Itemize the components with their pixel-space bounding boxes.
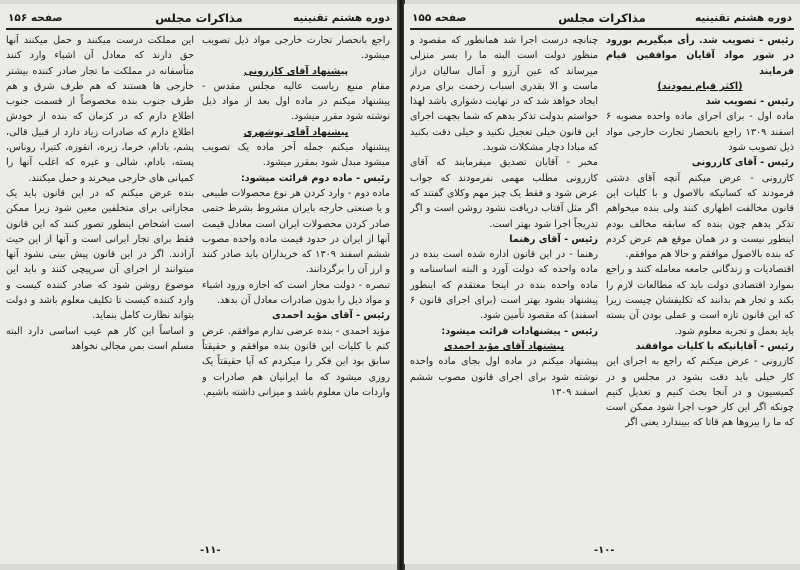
page-number: صفحه ۱۵۶ xyxy=(8,12,63,24)
section-heading: (اکثر قیام نمودند) xyxy=(657,80,743,92)
page-header xyxy=(410,10,794,30)
paragraph: ماده دوم - وارد کردن هر نوع محصولات طبیعی و یا صنعتی خارجه بایران مشروط بشرط حتمی صادر کردن محصولات ایران است معادل قیمت آنها از ایران در حدود قیمت ماده واحده مصوب ششم اسفند ۱۳۰۹ که خریداران باید صادر کنند و ارز آن را برگردانند. xyxy=(202,187,390,276)
paragraph: مؤید احمدی - بنده عرضی ندارم موافقم. عرض کنم با کلیات این قانون بنده موافقم و حقیقتاً سابق بود این فکر را میکردم که آیا حقیقتاً یک روزی میشود که ما ایرانیان هم صادرات و واردات مان معلوم باشد و میزانی داشته باشیم. xyxy=(202,325,390,398)
header-title: مذاکرات مجلس xyxy=(155,11,243,25)
section-heading: پیشنهاد آقای کازرونی xyxy=(243,65,349,77)
page-footer-number: -۱۰- xyxy=(594,545,615,556)
page-number: صفحه ۱۵۵ xyxy=(412,12,467,24)
period-label: دوره هشتم تقنینیه xyxy=(695,12,792,24)
left-page xyxy=(0,4,398,564)
paragraph: بنده عرض میکنم که در این قانون باید یک مجازاتی برای متخلفین معین شود زیرا ممکن است اشخاص اینطور تصور کنند که این قانون فقط برای تجار ایرانی است و آنها از این حیث آزادند. اگر در این قانون پیش بینی نشود آنها میتوانند از اجرای آن سرپیچی کنند و باید این موضوع روشن شود که صادر کننده کیست و وارد کننده کیست تا تکلیف معلوم باشد و دولت بتواند نظارت کامل بنماید. xyxy=(6,187,194,322)
speaker-line: رئیس - آقای مؤید احمدی xyxy=(272,310,390,322)
section-heading: پیشنهاد آقای مؤید احمدی xyxy=(443,340,565,352)
paragraph: راجع بانحصار تجارت خارجی مواد ذیل تصویب میشود. xyxy=(202,35,390,62)
speaker-line: رئیس - تصویب شد xyxy=(705,96,794,108)
period-label: دوره هشتم تقنینیه xyxy=(293,12,390,24)
paragraph: رهنما - در این قانون اداره شده است بنده در ماده واحده که دولت آورد و البته اساسنامه و ماده واحده بنده در اینجا معتقدم که اینطور پیشنهاد بشود بهتر است (برای اجرای قانون ۶ اسفند) که مقصود تأمین شود. xyxy=(410,249,598,322)
paragraph: کازرونی - عرض میکنم که راجع به اجرای این کار خیلی باید دقت بشود در مجلس و در کمیسیون و در آنجا بحث کنیم و تعدیل کنیم چونکه اگر این کار خوب اجرا شود ممکن است که ما را بیروها هم قاتا که ببیندارد یعنی اگر xyxy=(606,356,794,429)
text-column xyxy=(606,33,794,538)
paragraph: پیشنهاد میکنم در ماده اول بجای ماده واحده نوشته شود برای اجرای قانون مصوب ششم اسفند ۱۳۰۹ xyxy=(410,356,598,398)
paragraph: این مملکت درست میکنند و حمل میکنند آنها حق دارند که معادل آن اشیاء وارد کنند متأسفانه در مملکت ما تجار صادر کننده بیشتر خارجی ها هستند که هم طرف شرق و هم طرف جنوب بنده مخصوصاً از قسمت جنوب اطلاع دارم که در کرمان که بنده از خودش اطلاع دارم که صادرات زیاد دارد از قبیل قالی، پشم، بادام، خرما، زیره، انقوزه، کتیرا، روناس، پسته، بادام، شالی و غیره که اغلب آنها را کمپانی های خارجی میخرند و حمل میکنند. xyxy=(6,35,194,184)
text-column xyxy=(410,33,598,538)
paragraph: کازرونی - عرض میکنم آنچه آقای دشتی فرمودند که کسانیکه بالاصول و با کلیات این قانون مخالفت اظهاری کنند ولی بنده میخواهم تذکر بدهم چون بنده که سابقه مخالف بودم اینطور نیست و در همان موقع هم عرض کردم که بنده بالاصول موافقم و حالا هم موافقم. xyxy=(606,172,794,261)
speaker-line: رئیس - آقایانیکه با کلیات موافقند xyxy=(635,340,794,352)
section-heading: پیشنهاد آقای بوشهری xyxy=(243,126,349,138)
right-page xyxy=(404,4,800,564)
page-header xyxy=(6,10,392,30)
paragraph: پیشنهاد میکنم جمله آخر ماده یک تصویب میشود مبدل شود بمقرر میشود. xyxy=(202,142,390,169)
paragraph: مخبر - آقایان تصدیق میفرمایند که آقای کازرونی مطلب مهمی نفرمودند که جواب عرض شود و فقط یک چیز مهم وکلای گفتند که اگر مثل آفتاب دریافت نشود روشن است و اگر تدریجاً اجرا شود بهتر است. xyxy=(410,157,598,230)
paragraph: تبصره - دولت مجاز است که اجازه ورود اشیاء و مواد ذیل را بدون صادرات معادل آن بدهد. xyxy=(202,279,390,307)
text-column xyxy=(6,33,194,538)
paragraph: اقتصادیات و زندگانی جامعه معامله کنند و راجع بموارد اقتصادی دولت باید که مطالعات لازم را بکند و تجار هم بدانند که تکلیفشان چیست زیرا که این قانون تازه است و عملی بودن آن بسته باید بعمل و تجربه معلوم شود. xyxy=(606,264,794,337)
speaker-line: رئیس - پیشنهادات قرائت میشود: xyxy=(441,325,598,337)
header-title: مذاکرات مجلس xyxy=(558,11,646,25)
speaker-line: رئیس - ماده دوم قرائت میشود: xyxy=(240,172,390,184)
paragraph: چنانچه درست اجرا شد همانطور که مقصود و منظور دولت است البته ما را بسر منزلی میرساند که عین آرزو و آمال سالیان دراز ماست و الا بقدری اسباب زحمت برای مردم ایجاد خواهد شد که در نهایت دشواری باشد لهذا خواستم بدولت تذکر بدهم که شما بجهت اجرای این قانون خیلی تعجیل نکنید و خیلی دقت بکنید که مبادا دچار مشکلات شوید. xyxy=(410,35,598,154)
paragraph: ماده اول - برای اجرای ماده واحده مصوبه ۶ اسفند ۱۳۰۹ راجع بانحصار تجارت خارجی مواد ذیل تصویب شود xyxy=(606,111,794,154)
speaker-line: رئیس - آقای کازرونی xyxy=(691,157,794,169)
speaker-line: رئیس - تصویب شد. رأی میگیریم بورود در شور مواد آقایان موافقین قیام فرمایند xyxy=(606,35,794,77)
speaker-line: رئیس - آقای رهنما xyxy=(509,233,598,245)
paragraph: و اساساً این کار هم عیب اساسی دارد البته مسلم است بمن مجالی نخواهد xyxy=(6,325,194,352)
paragraph: مقام منیع ریاست عالیه مجلس مقدس - پیشنهاد میکنم در ماده اول بعد از مواد ذیل نوشته شود مقرر میشود. xyxy=(202,80,390,123)
text-column xyxy=(202,33,390,538)
page-footer-number: -۱۱- xyxy=(200,545,221,556)
